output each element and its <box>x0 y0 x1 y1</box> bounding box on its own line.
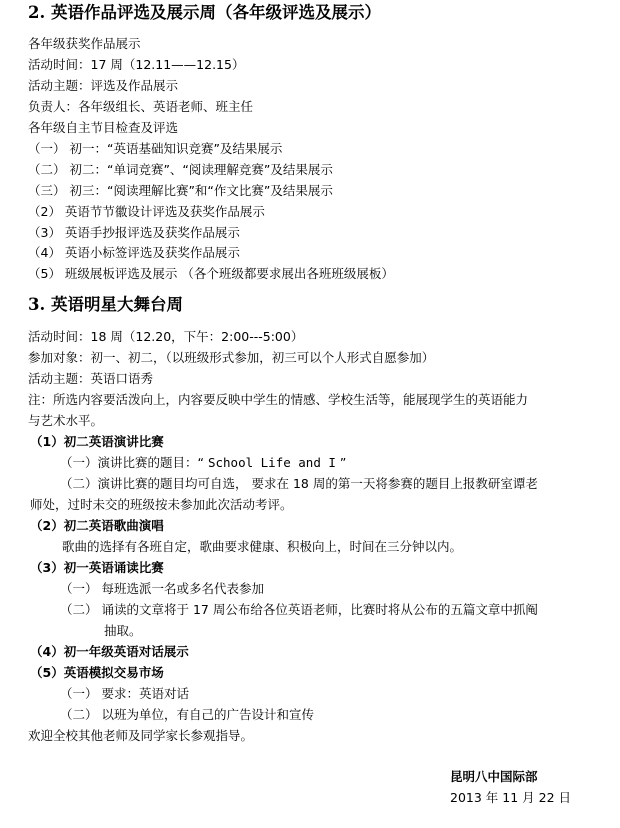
activity-time: 活动时间：18 周（12.20，下午：2:00---5:00） <box>28 329 304 344</box>
note-line: 与艺术水平。 <box>28 413 104 428</box>
item-1-a-suffix: ” <box>339 455 347 470</box>
s2-line: 各年级自主节目检查及评选 <box>28 120 179 135</box>
item-1-a-prefix: （一）演讲比赛的题目：“ <box>60 455 204 470</box>
note-line: 注：所选内容要活泼向上，内容要反映中学生的情感、学校生活等，能展现学生的英语能力 <box>28 392 529 407</box>
item-5-b: （二） 以班为单位，有自己的广告设计和宣传 <box>60 707 314 722</box>
welcome-line: 欢迎全校其他老师及同学家长参观指导。 <box>28 728 254 743</box>
item-5-title: （5）英语模拟交易市场 <box>30 665 164 680</box>
s2-line: （4） 英语小标签评选及获奖作品展示 <box>28 245 240 260</box>
item-3-a: （一） 每班选派一名或多名代表参加 <box>60 581 264 596</box>
item-1-a <box>60 453 346 473</box>
section-3-heading: 3. 英语明星大舞台周 <box>28 295 183 314</box>
signature-org: 昆明八中国际部 <box>450 769 538 784</box>
item-1-title: （1）初二英语演讲比赛 <box>30 434 164 449</box>
s2-line: （3） 英语手抄报评选及获奖作品展示 <box>28 225 240 240</box>
item-3-b: （二） 诵读的文章将于 17 周公布给各位英语老师，比赛时将从公布的五篇文章中抓阄 <box>60 602 538 617</box>
participants: 参加对象：初一、初二，（以班级形式参加，初三可以个人形式自愿参加） <box>28 350 435 365</box>
s2-line: （三） 初三：“阅读理解比赛”和“作文比赛”及结果展示 <box>28 183 333 198</box>
item-3-title: （3）初一英语诵读比赛 <box>30 560 164 575</box>
section-2-heading: 2. 英语作品评选及展示周（各年级评选及展示） <box>28 3 381 22</box>
item-1-b: （二）演讲比赛的题目均可自选， 要求在 18 周的第一天将参赛的题目上报教研室谭老 <box>60 476 538 491</box>
speech-title: School Life and I <box>207 455 336 470</box>
item-5-a: （一） 要求：英语对话 <box>60 686 189 701</box>
item-2-title: （2）初二英语歌曲演唱 <box>30 518 164 533</box>
item-4-title: （4）初一年级英语对话展示 <box>30 644 189 659</box>
signature-date: 2013 年 11 月 22 日 <box>450 790 571 805</box>
item-3-b-cont: 抽取。 <box>104 623 142 638</box>
s2-line: 负责人：各年级组长、英语老师、班主任 <box>28 99 254 114</box>
s2-line: （2） 英语节节徽设计评选及获奖作品展示 <box>28 204 265 219</box>
s2-line: 活动主题：评选及作品展示 <box>28 78 179 93</box>
s2-line: （二） 初二：“单词竞赛”、“阅读理解竞赛”及结果展示 <box>28 162 333 177</box>
s2-line: （5） 班级展板评选及展示 （各个班级都要求展出各班班级展板） <box>28 266 394 281</box>
item-2-text: 歌曲的选择有各班自定，歌曲要求健康、积极向上，时间在三分钟以内。 <box>62 539 463 554</box>
activity-theme: 活动主题：英语口语秀 <box>28 371 154 386</box>
s2-line: 活动时间：17 周（12.11——12.15） <box>28 57 245 72</box>
s2-line: 各年级获奖作品展示 <box>28 36 141 51</box>
s2-line: （一） 初一：“英语基础知识竞赛”及结果展示 <box>28 141 283 156</box>
item-1-b-cont: 师处，过时未交的班级按未参加此次活动考评。 <box>30 497 293 512</box>
